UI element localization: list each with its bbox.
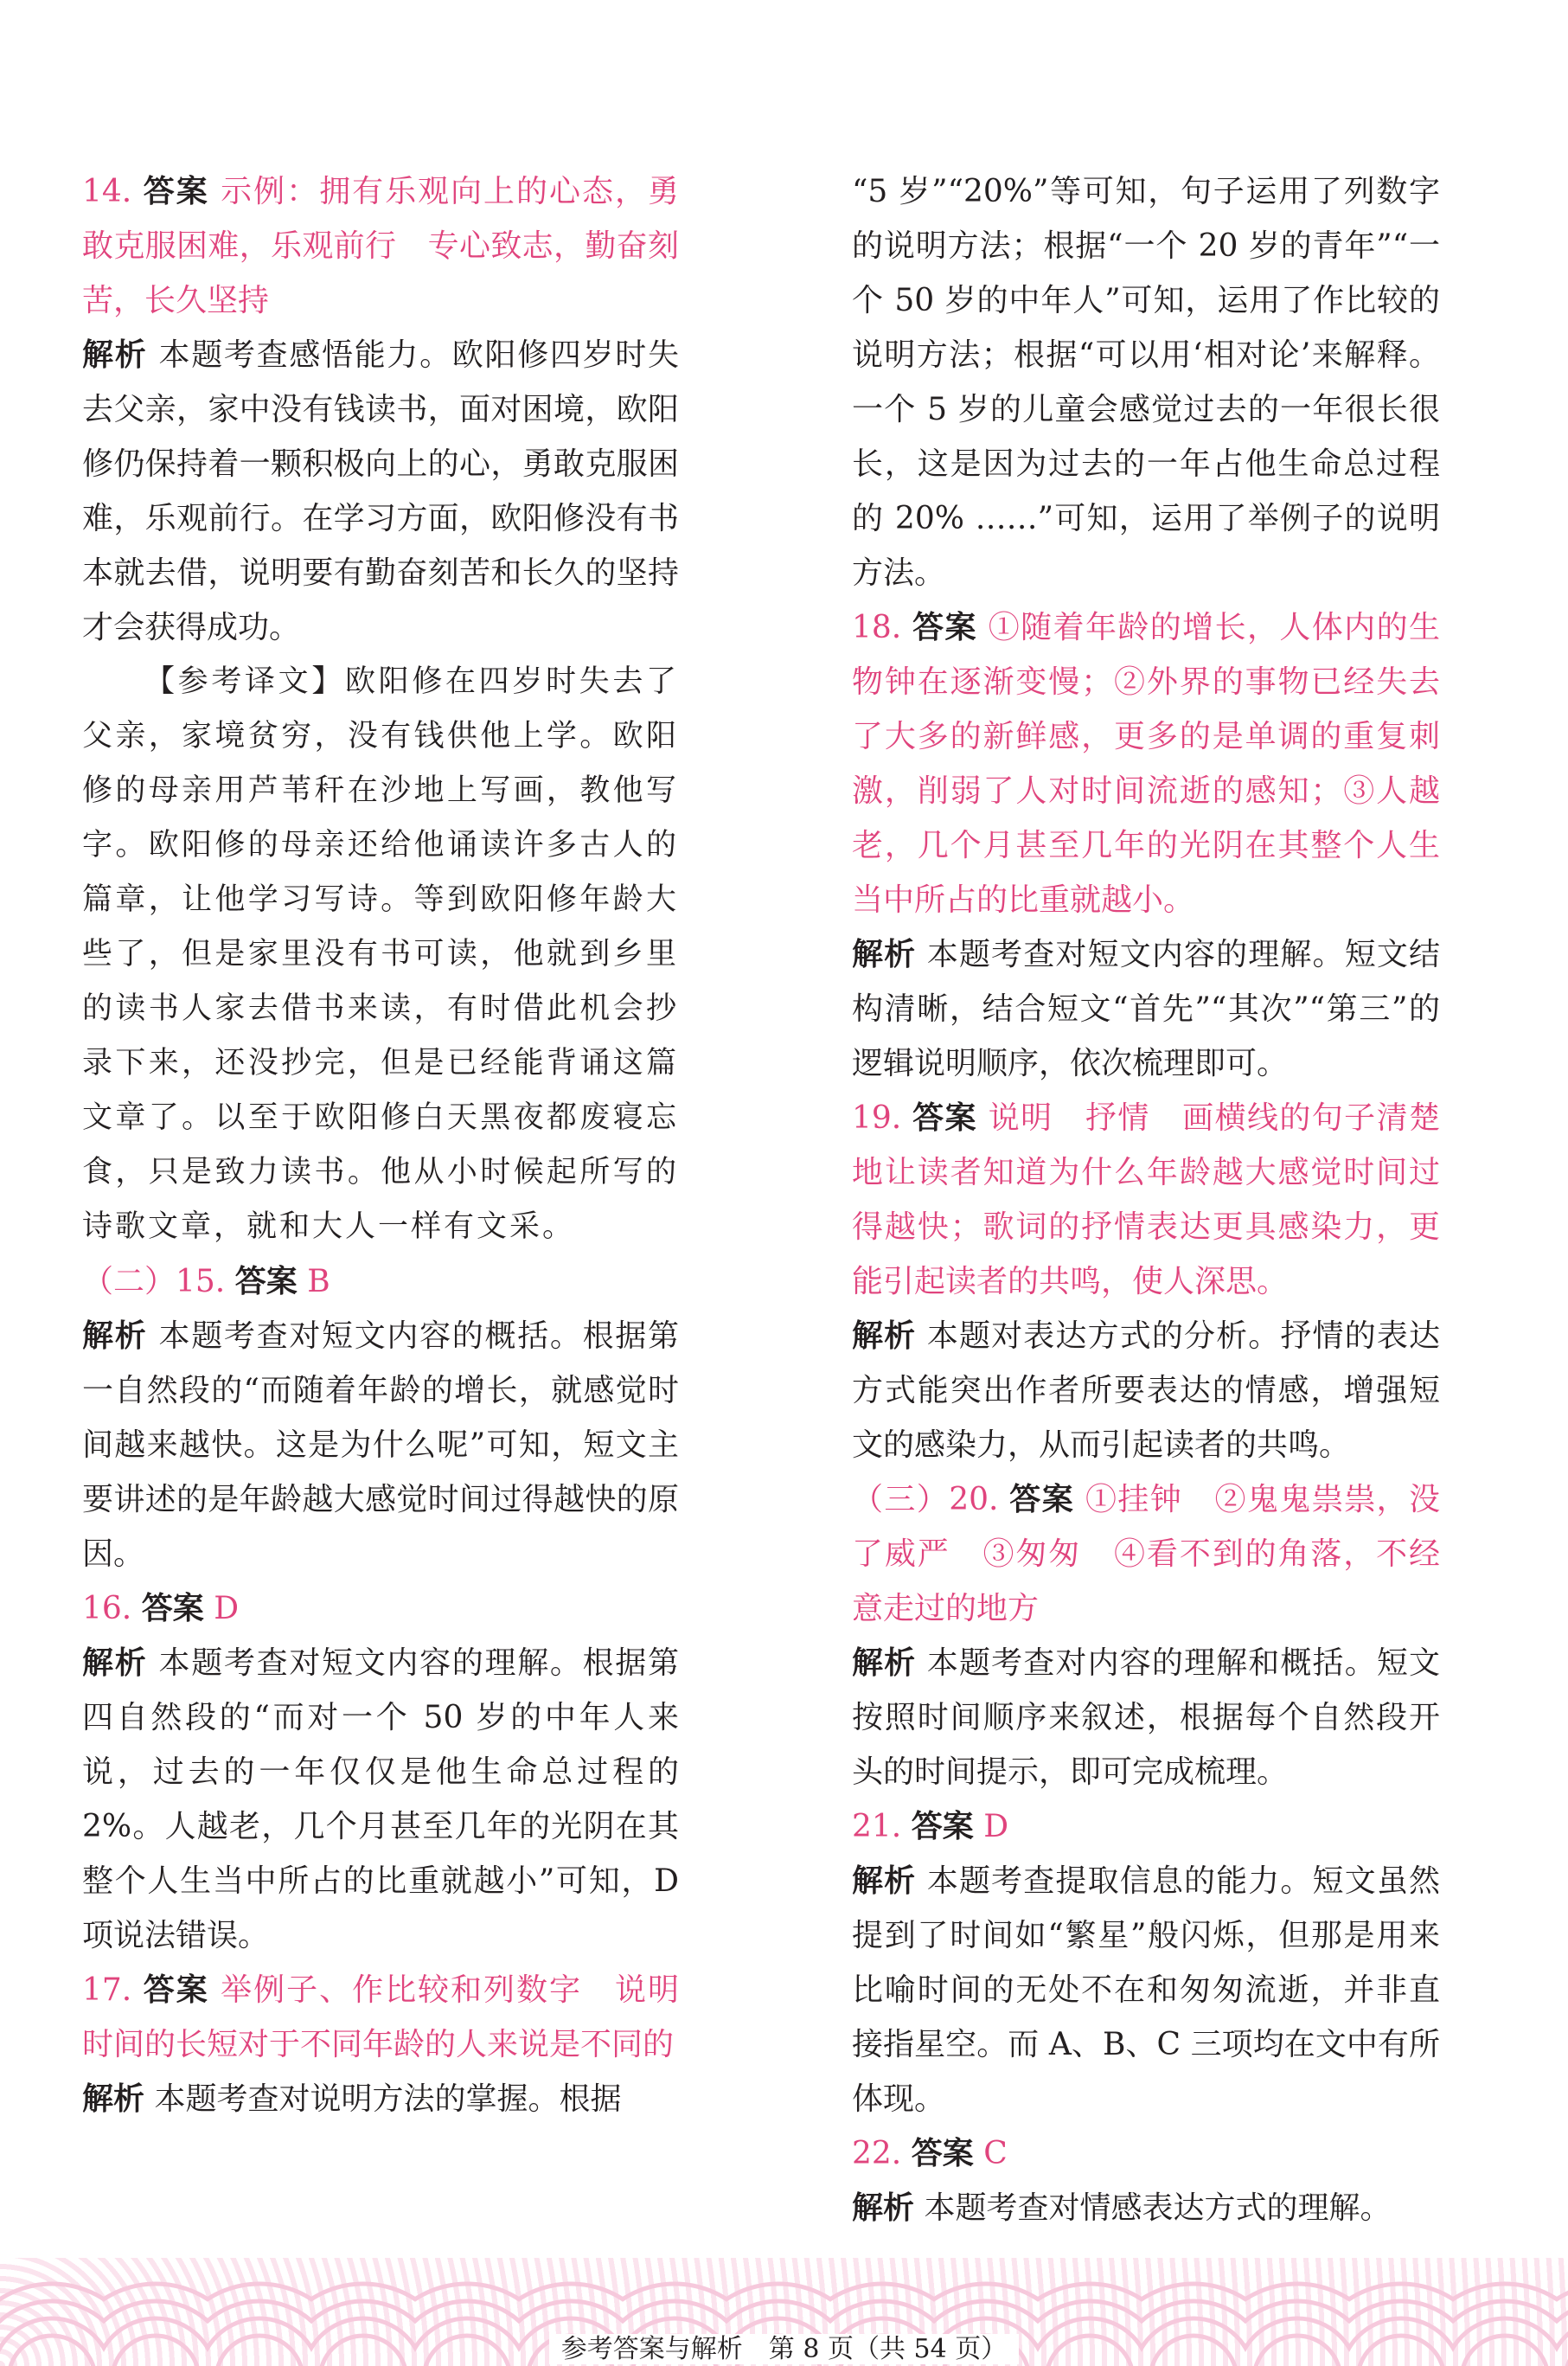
q18-analysis: 解析 本题考查对短文内容的理解。短文结构清晰，结合短文“首先”“其次”“第三”的逻辑说明顺序，依次梳理即可。 xyxy=(852,936,1440,1081)
q16-answer: 16. 答案 D xyxy=(82,1590,240,1626)
left-column xyxy=(82,164,679,2126)
q22-answer: 22. 答案 C xyxy=(852,2135,1008,2171)
q17-answer: 17. 答案 举例子、作比较和列数字 说明时间的长短对于不同年龄的人来说是不同的 xyxy=(82,1972,679,2062)
q14-analysis: 解析 本题考查感悟能力。欧阳修四岁时失去父亲，家中没有钱读书，面对困境，欧阳修仍保持着一颗积极向上的心，勇敢克服困难，乐观前行。在学习方面，欧阳修没有书本就去借，说明要有勤奋刻苦和长久的坚持才会获得成功。 xyxy=(82,337,679,645)
q20-analysis: 解析 本题考查对内容的理解和概括。短文按照时间顺序来叙述，根据每个自然段开头的时间提示，即可完成梳理。 xyxy=(852,1645,1440,1790)
q21-analysis: 解析 本题考查提取信息的能力。短文虽然提到了时间如“繁星”般闪烁，但那是用来比喻时间的无处不在和匆匆流逝，并非直接指星空。而 A、B、C 三项均在文中有所体现。 xyxy=(852,1863,1440,2117)
page-footer: 参考答案与解析 第 8 页（共 54 页） xyxy=(0,2327,1568,2365)
q22-analysis: 解析 本题考查对情感表达方式的理解。 xyxy=(852,2190,1392,2226)
q15-analysis: 解析 本题考查对短文内容的概括。根据第一自然段的“而随着年龄的增长，就感觉时间越来越快。这是为什么呢”可知，短文主要讲述的是年龄越大感觉时间过得越快的原因。 xyxy=(82,1318,679,1572)
q14-answer: 14. 答案 示例：拥有乐观向上的心态，勇敢克服困难，乐观前行 专心致志，勤奋刻苦，长久坚持 xyxy=(82,173,679,318)
q17-analysis-continued: “5 岁”“20%”等可知，句子运用了列数字的说明方法；根据“一个 20 岁的青年”“一个 50 岁的中年人”可知，运用了作比较的说明方法；根据“可以用‘相对论’来解释。一个 5 岁的儿童会感觉过去的一年很长很长，这是因为过去的一年占他生命总过程的 20% ……”可知，运用了举例子的说明方法。 xyxy=(852,174,1440,591)
q15-answer: （二）15. 答案 B xyxy=(82,1263,330,1299)
q16-analysis: 解析 本题考查对短文内容的理解。根据第四自然段的“而对一个 50 岁的中年人来说，过去的一年仅仅是他生命总过程的 2%。人越老，几个月甚至几年的光阴在其整个人生当中所占的比重就越小”可知，D 项说法错误。 xyxy=(82,1645,679,1953)
q21-answer: 21. 答案 D xyxy=(852,1808,1009,1844)
q19-analysis: 解析 本题对表达方式的分析。抒情的表达方式能突出作者所要表达的情感，增强短文的感染力，从而引起读者的共鸣。 xyxy=(852,1318,1440,1463)
right-column xyxy=(852,164,1440,2235)
q18-answer: 18. 答案 ①随着年龄的增长，人体内的生物钟在逐渐变慢；②外界的事物已经失去了大多的新鲜感，更多的是单调的重复刺激，削弱了人对时间流逝的感知；③人越老，几个月甚至几年的光阴在其整个人生当中所占的比重就越小。 xyxy=(852,609,1440,918)
reference-translation: 【参考译文】欧阳修在四岁时失去了父亲，家境贫穷，没有钱供他上学。欧阳修的母亲用芦苇秆在沙地上写画，教他写字。欧阳修的母亲还给他诵读许多古人的篇章，让他学习写诗。等到欧阳修年龄大些了，但是家里没有书可读，他就到乡里的读书人家去借书来读，有时借此机会抄录下来，还没抄完，但是已经能背诵这篇文章了。以至于欧阳修白天黑夜都废寝忘食，只是致力读书。他从小时候起所写的诗歌文章，就和大人一样有文采。 xyxy=(82,664,679,1244)
q19-answer: 19. 答案 说明 抒情 画横线的句子清楚地让读者知道为什么年龄越大感觉时间过得越快；歌词的抒情表达更具感染力，更能引起读者的共鸣，使人深思。 xyxy=(852,1100,1440,1299)
q20-answer: （三）20. 答案 ①挂钟 ②鬼鬼祟祟，没了威严 ③匆匆 ④看不到的角落，不经意走过的地方 xyxy=(852,1481,1440,1626)
q17-analysis: 解析 本题考查对说明方法的掌握。根据 xyxy=(82,2081,622,2117)
